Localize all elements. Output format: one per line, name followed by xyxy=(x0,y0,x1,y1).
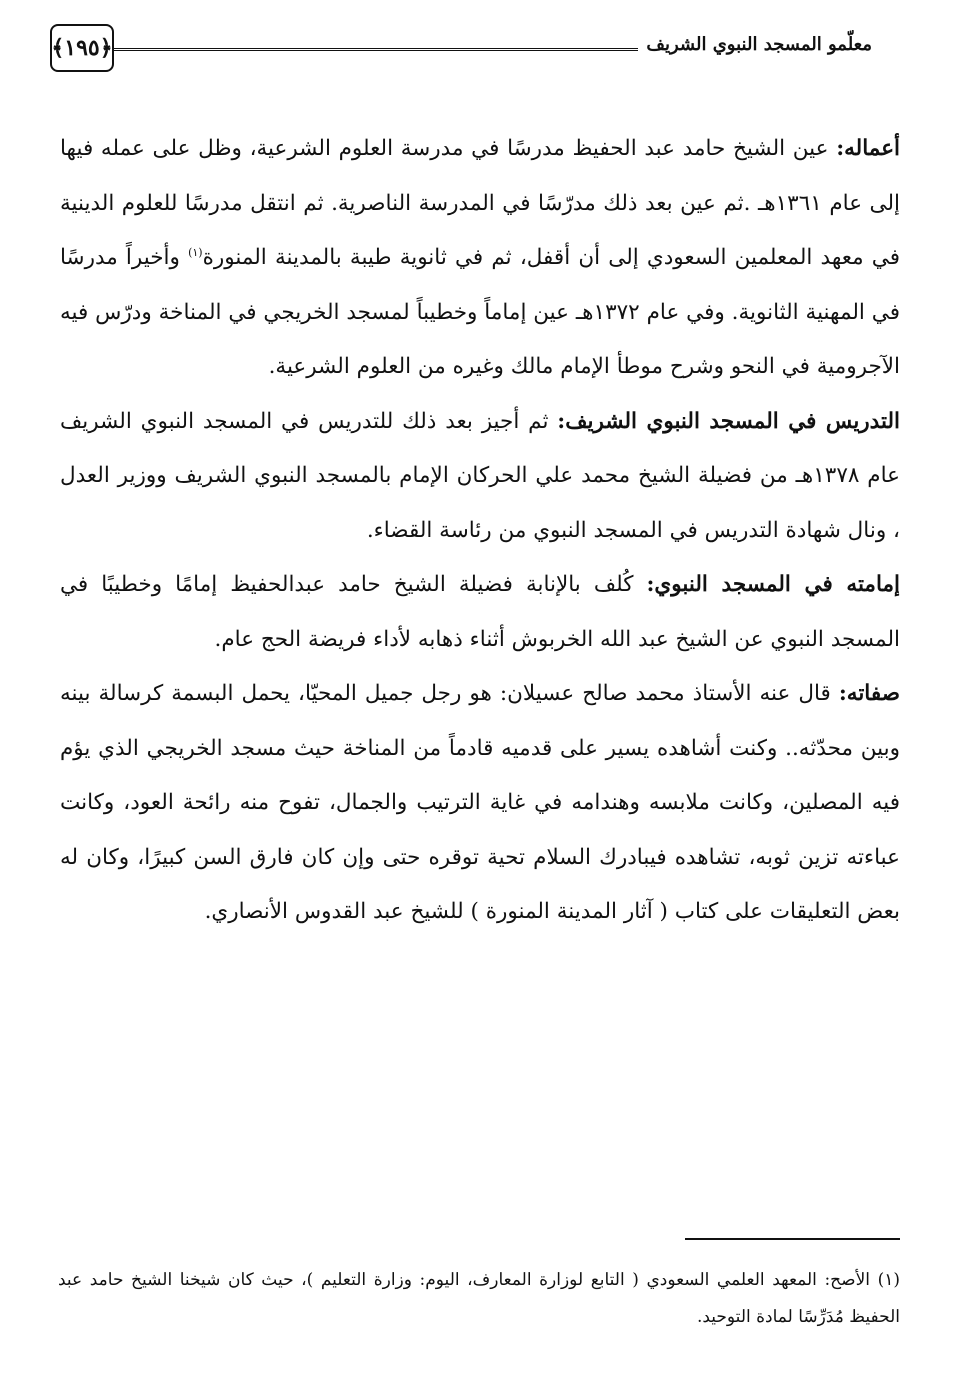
section-heading-aamaluh: أعماله: xyxy=(836,136,900,161)
footnote-reference[interactable]: (١) xyxy=(188,245,203,259)
paragraph-sifatuh xyxy=(60,667,900,940)
section-heading-imamah: إمامته في المسجد النبوي: xyxy=(646,572,900,597)
section-heading-tadris: التدريس في المسجد النبوي الشريف: xyxy=(557,408,900,434)
main-text xyxy=(60,122,900,940)
paragraph-text: عين الشيخ حامد عبد الحفيظ مدرسًا في مدرسة العلوم الشرعية، وظل على عمله فيها إلى عام ١٣٦١هـ .ثم عين بعد ذلك مدرّسًا في المدرسة الناصرية. ثم انتقل مدرسًا للعلوم الدينية في معهد المعلمين السعودي إلى أن أقفل، ثم في ثانوية طيبة بالمدينة المنورة xyxy=(60,136,900,270)
footnote-separator xyxy=(685,1238,900,1240)
paragraph-text: ثم أجيز بعد ذلك للتدريس في المسجد النبوي الشريف عام ١٣٧٨هـ من فضيلة الشيخ محمد علي الحركان الإمام بالمسجد النبوي الشريف ووزير العدل ، ونال شهادة التدريس في المسجد النبوي من رئاسة القضاء. xyxy=(60,408,900,543)
page-number: ﴿١٩٥﴾ xyxy=(50,24,114,72)
running-title: معلّمو المسجد النبوي الشريف xyxy=(638,34,872,55)
paragraph-text: كُلف بالإنابة فضيلة الشيخ حامد عبدالحفيظ إمامًا وخطيبًا في المسجد النبوي عن الشيخ عبد الله الخربوش أثناء ذهابه لأداء فريضة الحج عام. xyxy=(60,572,900,652)
paragraph-aamaluh xyxy=(60,122,900,395)
page-header xyxy=(50,22,900,78)
footnote xyxy=(58,1262,900,1336)
paragraph-tadris xyxy=(60,395,900,559)
paragraph-text: وأخيراً مدرسًا في المهنية الثانوية. وفي عام ١٣٧٢هـ عين إماماً وخطيباً لمسجد الخريجي في المناخة ودرّس فيه الآجرومية في النحو وشرح موطأ الإمام مالك وغيره من العلوم الشرعية. xyxy=(60,245,900,379)
paragraph-imamah xyxy=(60,558,900,667)
footnote-text: (١) الأصح: المعهد العلمي السعودي ( التابع لوزارة المعارف، اليوم: وزارة التعليم )، حيث كان شيخنا الشيخ حامد عبد الحفيظ مُدَرِّسًا لمادة التوحيد. xyxy=(58,1270,900,1327)
paragraph-text: قال عنه الأستاذ محمد صالح عسيلان: هو رجل جميل المحيّا، يحمل البسمة كرسالة بينه وبين محدّثه.. وكنت أشاهده يسير على قدميه قادماً من المناخة حيث مسجد الخريجي الذي يؤم فيه المصلين، وكانت ملابسه وهندامه في غاية الترتيب والجمال، تفوح منه رائحة العود، وكانت عباءته تزين ثوبه، تشاهده فيبادرك السلام تحية توقره حتى وإن كان فارق السن كبيرًا، وكان له بعض التعليقات على كتاب ( آثار المدينة المنورة ) للشيخ عبد القدوس الأنصاري. xyxy=(60,681,900,924)
section-heading-sifatuh: صفاته: xyxy=(838,681,900,706)
